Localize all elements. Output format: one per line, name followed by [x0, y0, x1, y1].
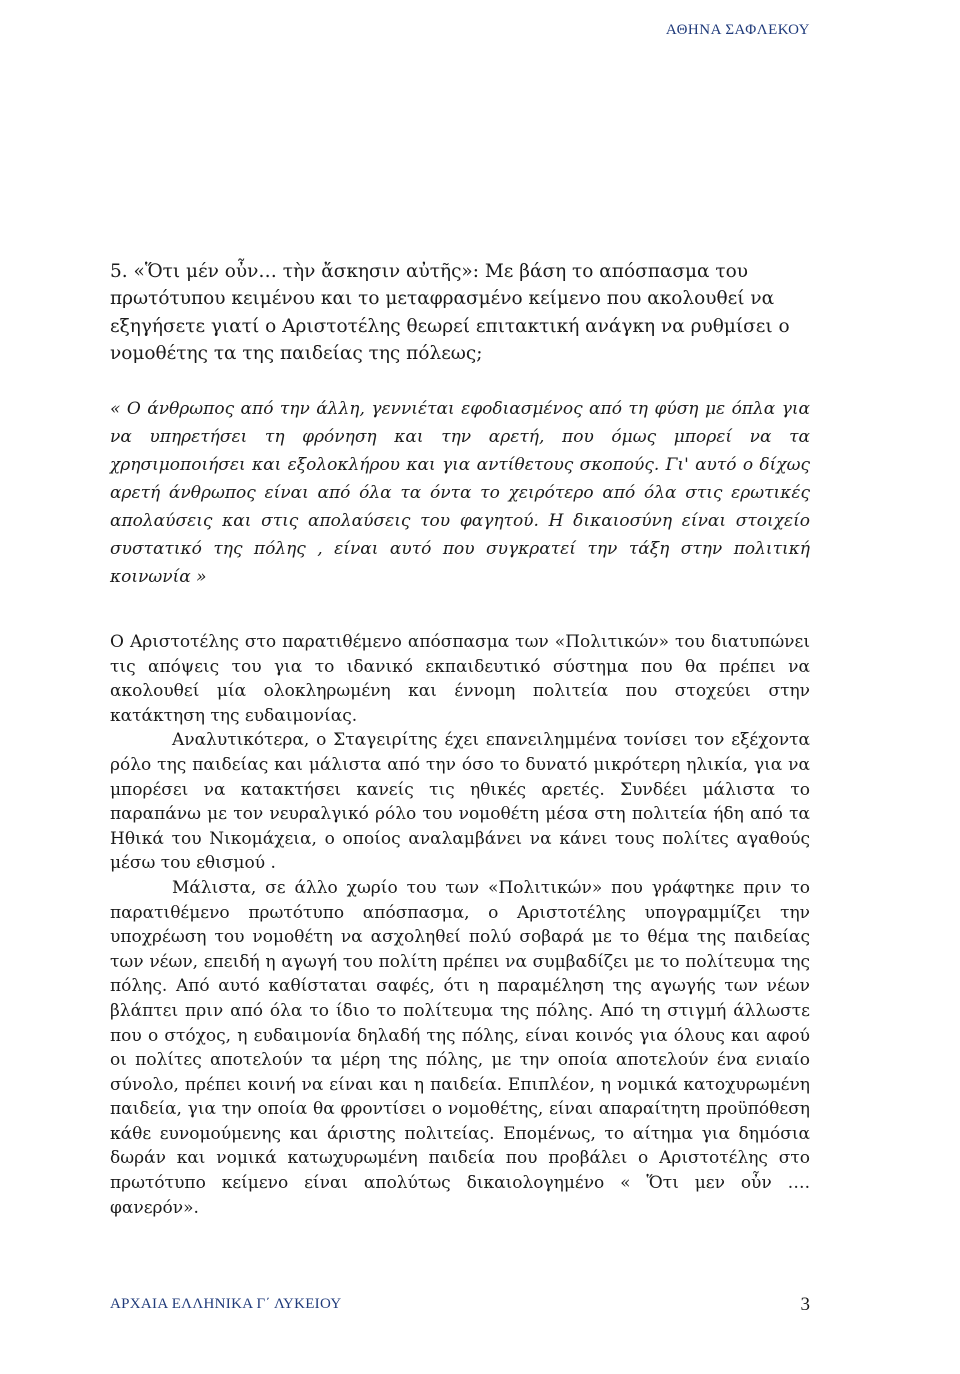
answer-paragraph-2: Αναλυτικότερα, ο Σταγειρίτης έχει επανειλημμένα τονίσει τον εξέχοντα ρόλο της παιδείας και μάλιστα από την όσο το δυνατό μικρότερη ηλικία, για να μπορέσει να κατακτήσει κανείς τις ηθικές αρετές. Συνδέει μάλιστα το παραπάνω με τον νευραλγικό ρόλο του νομοθέτη μέσα στη πολιτεία ήδη από τα Ηθικά του Νικομάχεια, ο οποίος αναλαμβάνει να κάνει τους πολίτες αγαθούς μέσω του εθισμού .: [110, 730, 810, 874]
answer-paragraph-3: Μάλιστα, σε άλλο χωρίο του των «Πολιτικών» που γράφτηκε πριν το παρατιθέμενο πρωτότυπο απόσπασμα, ο Αριστοτέλης υπογραμμίζει την υποχρέωση του νομοθέτη να ασχοληθεί πολύ σοβαρά με το θέμα της παιδείας των νέων, επειδή η αγωγή του πολίτη πρέπει να συμβαδίζει με το πολίτευμα της πόλης. Από αυτό καθίσταται σαφές, ότι η παραμέληση της αγωγής των νέων βλάπτει πριν από όλα το ίδιο το πολίτευμα της πόλης. Από τη στιγμή άλλωστε που ο στόχος, η ευδαιμονία δηλαδή της πόλης, είναι κοινός για όλους και αφού οι πολίτες αποτελούν τα μέρη της πόλης, με την οποία αποτελούν ένα ενιαίο σύνολο, πρέπει κοινή να είναι και η παιδεία. Επιπλέον, η νομικά κατοχυρωμένη παιδεία, για την οποία θα φροντίσει ο νομοθέτης, είναι απαραίτητη προϋπόθεση κάθε ευνομούμενης και άριστης πολιτείας. Επομένως, το αίτημα για δημόσια δωράν και νομικά κατωχυρωμένη παιδεία που προβάλει ο Αριστοτέλης στο πρωτότυπο κείμενο είναι απολύτως δικαιολογημένο « Ὅτι μεν οὖν …. φανερόν».: [110, 877, 810, 1218]
running-header-author: ΑΘΗΝΑ ΣΑΦΛΕΚΟΥ: [665, 22, 810, 38]
page-number: 3: [800, 1294, 810, 1315]
question-5-text: 5. «Ὅτι μέν οὖν… τὴν ἄσκησιν αὐτῆς»: Με βάση το απόσπασμα του πρωτότυπου κειμένου και το μεταφρασμένο κείμενο που ακολουθεί να εξηγήσετε γιατί ο Αριστοτέλης θεωρεί επιτακτική ανάγκη να ρυθμίσει ο νομοθέτης τα της παιδείας της πόλεως;: [110, 261, 790, 364]
answer-paragraph-1: Ο Αριστοτέλης στο παρατιθέμενο απόσπασμα των «Πολιτικών» του διατυπώνει τις απόψεις του για το ιδανικό εκπαιδευτικό σύστημα που θα πρέπει να ακολουθεί μία ολοκληρωμένη και έννομη πολιτεία που στοχεύει στην κατάκτηση της ευδαιμονίας.: [110, 632, 810, 726]
answer-body: [110, 630, 810, 1220]
translated-quote: « Ο άνθρωπος από την άλλη, γεννιέται εφοδιασμένος από τη φύση με όπλα για να υπηρετήσει τη φρόνηση και την αρετή, που όμως μπορεί να τα χρησιμοποιήσει και εξολοκλήρου και για αντίθετους σκοπούς. Γι' αυτό ο δίχως αρετή άνθρωπος είναι από όλα τα όντα το χειρότερο από όλα στις ερωτικές απολαύσεις και στις απολαύσεις του φαγητού. Η δικαιοσύνη είναι στοιχείο συστατικό της πόλης , είναι αυτό που συγκρατεί την τάξη στην πολιτική κοινωνία »: [110, 399, 810, 587]
footer-course-title: ΑΡΧΑΙΑ ΕΛΛΗΝΙΚΑ Γ΄ ΛΥΚΕΙΟΥ: [110, 1296, 342, 1312]
